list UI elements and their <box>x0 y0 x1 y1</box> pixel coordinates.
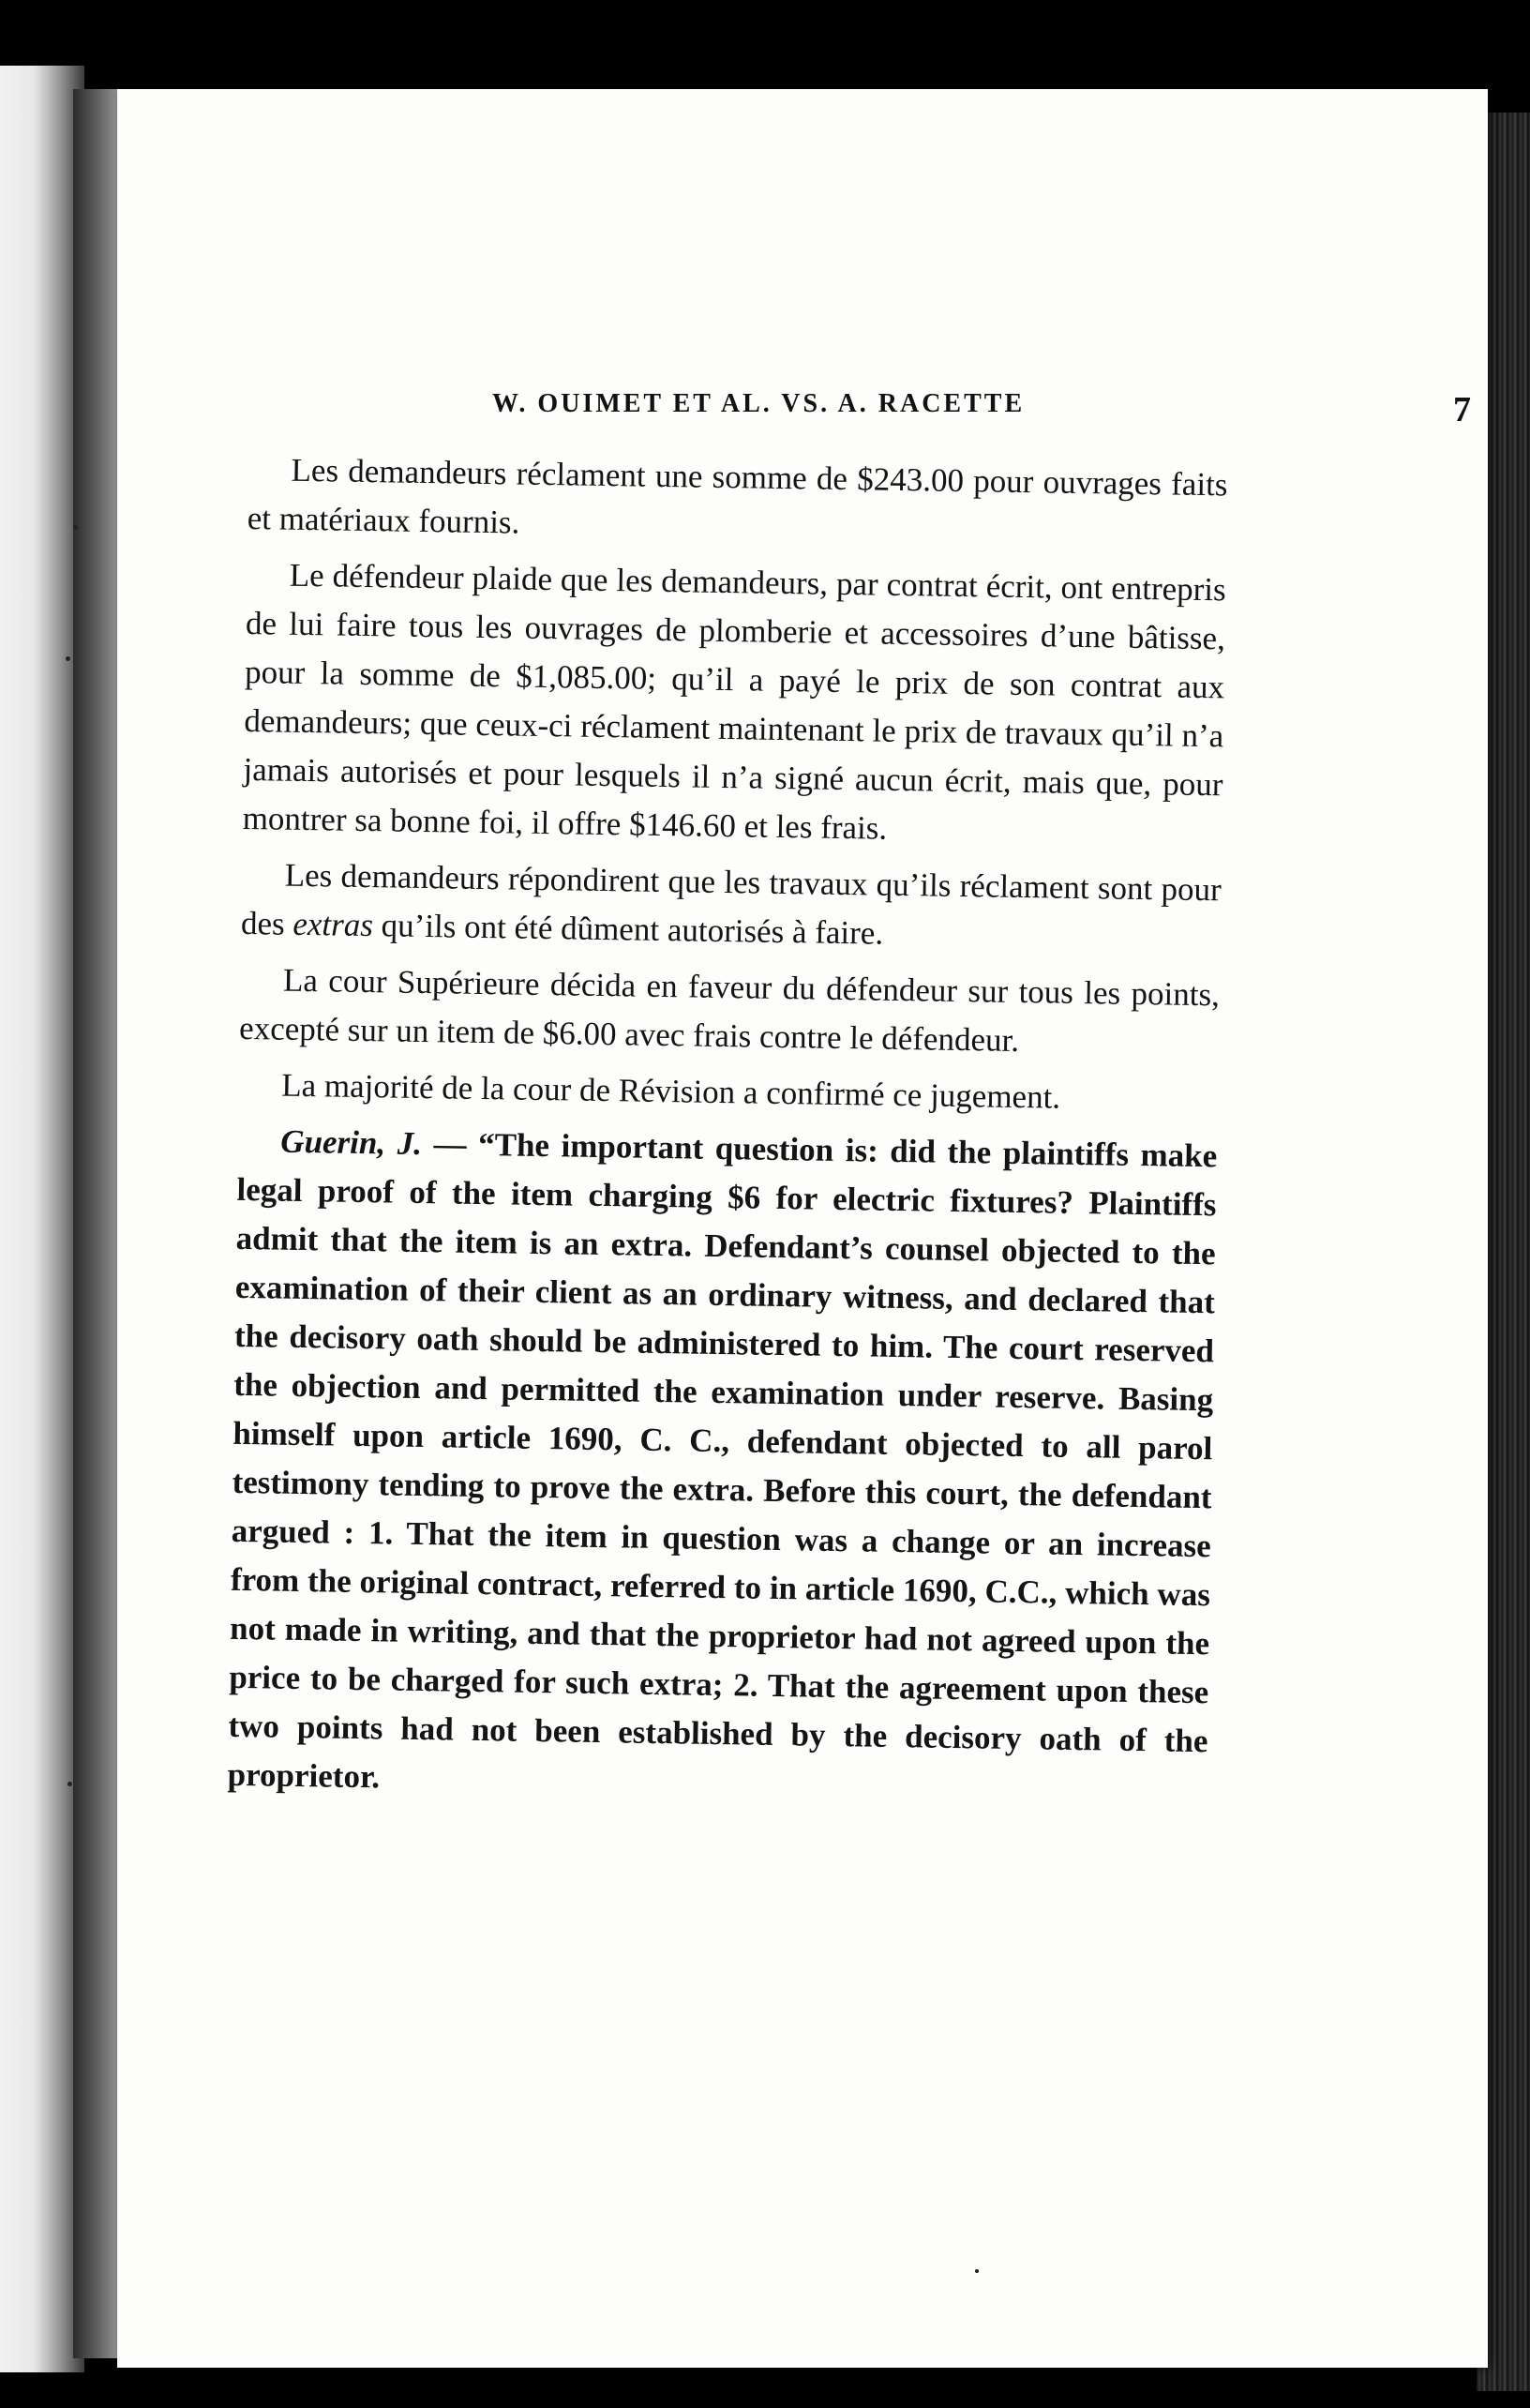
reply-text-before: Les demandeurs répondirent que les travaux qu’ils réclament sont pour des <box>240 856 1222 942</box>
scan-speck <box>73 525 78 530</box>
scan-speck <box>68 1782 72 1786</box>
judge-name: Guerin, J. <box>280 1122 423 1162</box>
paragraph-judgment <box>227 1117 1217 1814</box>
paragraph-claim: Les demandeurs réclament une somme de $243.00 pour ouvrages faits et matériaux fournis. <box>247 451 1228 541</box>
paragraph-superior-court: La cour Supérieure décida en faveur du défendeur sur tous les points, excepté sur un item de $6.00 avec frais contre le défendeur. <box>238 961 1221 1059</box>
judgment-text: — “The important question is: did the plaintiffs make legal proof of the item charging $6 for electric fixtures? Plaintiffs admit that the item is an extra. Defendant’s counsel objected to the examination of their client as an ordinary witness, and declared that the decisory oath should be administered to him. The court reserved the objection and permitted the examination under reserve. Basing himself upon article 1690, C. C., defendant objected to all parol testimony tending to prove the extra. Before this court, the defendant argued : 1. That the item in question was a change or an increase from the original contract, referred to in article 1690, C.C., which was not made in writing, and that the proprietor had not agreed upon the price to be charged for such extra; 2. That the agreement upon these two points had not been established by the decisory oath of the proprietor. <box>227 1125 1218 1796</box>
scan-speck <box>66 656 70 661</box>
paragraph-reply <box>241 850 1222 963</box>
body-text <box>227 445 1228 1822</box>
running-title: W. OUIMET ET AL. VS. A. RACETTE <box>492 389 1026 418</box>
reply-text-after: qu’ils ont été dûment autorisés à faire. <box>372 907 884 952</box>
paragraph-revision-court: La majorité de la cour de Révision a confirmé ce jugement. <box>280 1066 1061 1116</box>
previous-page-edge <box>0 66 84 2372</box>
scan-speck <box>975 2269 979 2273</box>
page-number: 7 <box>1453 390 1471 429</box>
paragraph-defence: Le défendeur plaide que les demandeurs, par contrat écrit, ont entrepris de lui faire tous les ouvrages de plomberie et accessoires d’une bâtisse, pour la somme de $1,085.00; qu’il a payé le prix de son contrat aux demandeurs; que ceux-ci réclament maintenant le prix de travaux qu’il n’a jamais autorisés et pour lesquels il n’a signé aucun écrit, mais que, pour montrer sa bonne foi, il offre $146.60 et les frais. <box>242 556 1227 847</box>
reply-italic-term: extras <box>292 905 374 944</box>
